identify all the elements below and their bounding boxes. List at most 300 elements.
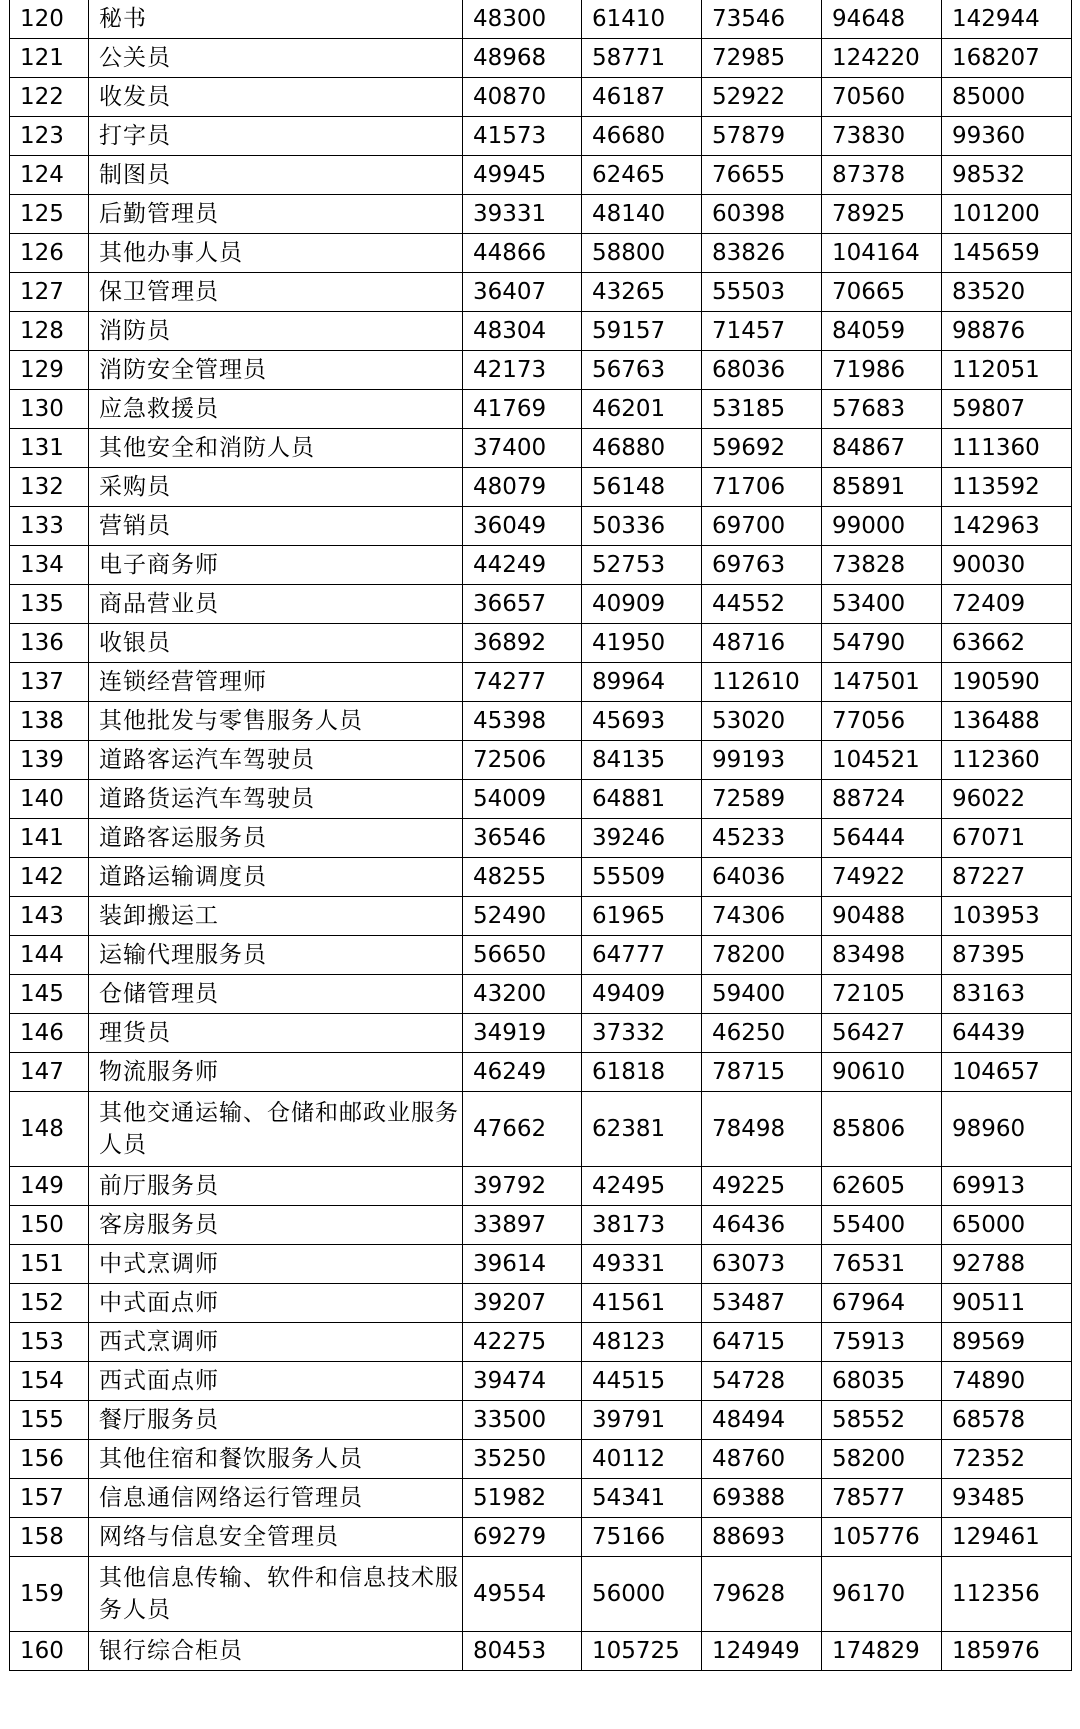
occupation-name-cell: 后勤管理员 [89,195,463,234]
salary-value-cell-4: 73828 [822,546,942,585]
row-number-cell: 138 [10,702,89,741]
salary-value-cell-5: 104657 [942,1053,1072,1092]
row-number-cell: 149 [10,1167,89,1206]
salary-value-cell-5: 145659 [942,234,1072,273]
salary-value-cell-3: 48716 [702,624,822,663]
salary-value-cell-4: 174829 [822,1632,942,1671]
occupation-name-cell: 网络与信息安全管理员 [89,1518,463,1557]
salary-value-cell-2: 54341 [582,1479,702,1518]
salary-value-cell-4: 75913 [822,1323,942,1362]
salary-value-cell-1: 41769 [463,390,582,429]
salary-value-cell-2: 56148 [582,468,702,507]
row-number-cell: 120 [10,0,89,39]
salary-value-cell-1: 54009 [463,780,582,819]
row-number-cell: 142 [10,858,89,897]
occupation-name-cell: 收发员 [89,78,463,117]
salary-value-cell-2: 50336 [582,507,702,546]
salary-value-cell-4: 62605 [822,1167,942,1206]
occupation-name-cell: 其他住宿和餐饮服务人员 [89,1440,463,1479]
salary-value-cell-2: 43265 [582,273,702,312]
table-row [10,312,1072,351]
salary-value-cell-3: 73546 [702,0,822,39]
salary-value-cell-3: 64715 [702,1323,822,1362]
salary-value-cell-3: 88693 [702,1518,822,1557]
salary-value-cell-2: 48123 [582,1323,702,1362]
table-row [10,936,1072,975]
salary-value-cell-2: 41561 [582,1284,702,1323]
table-row [10,195,1072,234]
salary-value-cell-3: 78200 [702,936,822,975]
salary-value-cell-4: 71986 [822,351,942,390]
salary-value-cell-5: 64439 [942,1014,1072,1053]
salary-value-cell-4: 78925 [822,195,942,234]
salary-value-cell-2: 61818 [582,1053,702,1092]
table-row [10,975,1072,1014]
table-row [10,663,1072,702]
occupation-name-cell: 消防员 [89,312,463,351]
occupation-name-cell: 西式烹调师 [89,1323,463,1362]
salary-value-cell-3: 74306 [702,897,822,936]
table-row [10,78,1072,117]
salary-value-cell-4: 74922 [822,858,942,897]
salary-value-cell-4: 104521 [822,741,942,780]
salary-value-cell-4: 58552 [822,1401,942,1440]
salary-value-cell-5: 72409 [942,585,1072,624]
row-number-cell: 130 [10,390,89,429]
salary-value-cell-1: 39207 [463,1284,582,1323]
salary-value-cell-2: 44515 [582,1362,702,1401]
table-row [10,741,1072,780]
salary-value-cell-4: 83498 [822,936,942,975]
table-row [10,585,1072,624]
salary-value-cell-1: 36892 [463,624,582,663]
salary-value-cell-2: 64777 [582,936,702,975]
salary-value-cell-3: 53487 [702,1284,822,1323]
salary-value-cell-5: 59807 [942,390,1072,429]
salary-value-cell-1: 45398 [463,702,582,741]
salary-value-cell-4: 76531 [822,1245,942,1284]
occupation-name-cell: 物流服务师 [89,1053,463,1092]
occupation-name-cell: 其他安全和消防人员 [89,429,463,468]
occupation-name-cell: 打字员 [89,117,463,156]
table-row [10,1362,1072,1401]
table-row [10,819,1072,858]
salary-value-cell-5: 111360 [942,429,1072,468]
salary-value-cell-1: 34919 [463,1014,582,1053]
salary-value-cell-2: 64881 [582,780,702,819]
salary-value-cell-1: 69279 [463,1518,582,1557]
row-number-cell: 150 [10,1206,89,1245]
occupation-name-cell: 道路运输调度员 [89,858,463,897]
occupation-name-cell: 制图员 [89,156,463,195]
table-row [10,1092,1072,1167]
salary-value-cell-4: 70665 [822,273,942,312]
salary-value-cell-4: 90488 [822,897,942,936]
row-number-cell: 153 [10,1323,89,1362]
salary-value-cell-1: 33897 [463,1206,582,1245]
table-row [10,468,1072,507]
salary-value-cell-1: 33500 [463,1401,582,1440]
occupation-name-cell: 中式面点师 [89,1284,463,1323]
salary-value-cell-3: 83826 [702,234,822,273]
salary-value-cell-3: 48760 [702,1440,822,1479]
table-row [10,351,1072,390]
row-number-cell: 139 [10,741,89,780]
salary-value-cell-2: 41950 [582,624,702,663]
salary-value-cell-1: 74277 [463,663,582,702]
salary-value-cell-5: 136488 [942,702,1072,741]
salary-value-cell-1: 36407 [463,273,582,312]
salary-value-cell-3: 71457 [702,312,822,351]
salary-value-cell-5: 113592 [942,468,1072,507]
salary-value-cell-1: 36546 [463,819,582,858]
salary-value-cell-5: 89569 [942,1323,1072,1362]
salary-value-cell-4: 85806 [822,1092,942,1167]
salary-value-cell-3: 55503 [702,273,822,312]
salary-value-cell-2: 52753 [582,546,702,585]
row-number-cell: 160 [10,1632,89,1671]
salary-value-cell-1: 46249 [463,1053,582,1092]
salary-value-cell-3: 78498 [702,1092,822,1167]
row-number-cell: 158 [10,1518,89,1557]
salary-value-cell-1: 51982 [463,1479,582,1518]
salary-value-cell-2: 48140 [582,195,702,234]
salary-value-cell-3: 59692 [702,429,822,468]
salary-value-cell-4: 73830 [822,117,942,156]
salary-value-cell-1: 49945 [463,156,582,195]
salary-value-cell-5: 63662 [942,624,1072,663]
salary-value-cell-5: 85000 [942,78,1072,117]
table-row [10,1167,1072,1206]
row-number-cell: 159 [10,1557,89,1632]
salary-value-cell-2: 62465 [582,156,702,195]
salary-value-cell-5: 92788 [942,1245,1072,1284]
row-number-cell: 123 [10,117,89,156]
salary-value-cell-1: 39331 [463,195,582,234]
row-number-cell: 140 [10,780,89,819]
salary-value-cell-3: 60398 [702,195,822,234]
row-number-cell: 129 [10,351,89,390]
row-number-cell: 143 [10,897,89,936]
table-row [10,780,1072,819]
table-row [10,390,1072,429]
salary-value-cell-2: 38173 [582,1206,702,1245]
salary-value-cell-3: 46250 [702,1014,822,1053]
salary-value-cell-5: 65000 [942,1206,1072,1245]
salary-value-cell-1: 36049 [463,507,582,546]
table-row [10,897,1072,936]
table-row [10,117,1072,156]
salary-value-cell-1: 48079 [463,468,582,507]
salary-value-cell-5: 168207 [942,39,1072,78]
salary-value-cell-5: 129461 [942,1518,1072,1557]
salary-value-cell-1: 56650 [463,936,582,975]
salary-value-cell-2: 58800 [582,234,702,273]
occupation-name-cell: 消防安全管理员 [89,351,463,390]
occupation-name-cell: 中式烹调师 [89,1245,463,1284]
salary-value-cell-2: 58771 [582,39,702,78]
salary-value-cell-1: 44866 [463,234,582,273]
row-number-cell: 122 [10,78,89,117]
salary-value-cell-2: 56763 [582,351,702,390]
salary-value-cell-5: 68578 [942,1401,1072,1440]
salary-value-cell-5: 87395 [942,936,1072,975]
occupation-name-cell: 营销员 [89,507,463,546]
salary-value-cell-4: 84059 [822,312,942,351]
salary-value-cell-5: 98960 [942,1092,1072,1167]
salary-table [9,0,1072,1671]
row-number-cell: 156 [10,1440,89,1479]
salary-value-cell-2: 89964 [582,663,702,702]
salary-value-cell-3: 64036 [702,858,822,897]
row-number-cell: 133 [10,507,89,546]
salary-value-cell-2: 49331 [582,1245,702,1284]
salary-value-cell-3: 57879 [702,117,822,156]
row-number-cell: 147 [10,1053,89,1092]
row-number-cell: 124 [10,156,89,195]
table-row [10,507,1072,546]
salary-value-cell-2: 46187 [582,78,702,117]
row-number-cell: 151 [10,1245,89,1284]
salary-value-cell-4: 56427 [822,1014,942,1053]
salary-value-cell-3: 44552 [702,585,822,624]
row-number-cell: 135 [10,585,89,624]
table-row [10,1632,1072,1671]
salary-value-cell-4: 57683 [822,390,942,429]
salary-value-cell-2: 40909 [582,585,702,624]
salary-value-cell-4: 70560 [822,78,942,117]
salary-value-cell-2: 59157 [582,312,702,351]
occupation-name-cell: 运输代理服务员 [89,936,463,975]
salary-value-cell-5: 99360 [942,117,1072,156]
salary-value-cell-3: 112610 [702,663,822,702]
row-number-cell: 152 [10,1284,89,1323]
table-row [10,702,1072,741]
row-number-cell: 136 [10,624,89,663]
table-row [10,546,1072,585]
occupation-name-cell: 电子商务师 [89,546,463,585]
table-row [10,39,1072,78]
salary-value-cell-1: 43200 [463,975,582,1014]
salary-value-cell-1: 48300 [463,0,582,39]
occupation-name-cell: 其他批发与零售服务人员 [89,702,463,741]
salary-value-cell-5: 142963 [942,507,1072,546]
salary-value-cell-2: 75166 [582,1518,702,1557]
salary-value-cell-4: 56444 [822,819,942,858]
salary-value-cell-4: 147501 [822,663,942,702]
salary-value-cell-4: 72105 [822,975,942,1014]
row-number-cell: 145 [10,975,89,1014]
table-row [10,156,1072,195]
row-number-cell: 131 [10,429,89,468]
salary-value-cell-1: 35250 [463,1440,582,1479]
row-number-cell: 141 [10,819,89,858]
occupation-name-cell: 其他办事人员 [89,234,463,273]
salary-value-cell-4: 105776 [822,1518,942,1557]
salary-value-cell-4: 53400 [822,585,942,624]
salary-value-cell-4: 104164 [822,234,942,273]
salary-value-cell-4: 96170 [822,1557,942,1632]
salary-value-cell-3: 53020 [702,702,822,741]
occupation-name-cell: 其他信息传输、软件和信息技术服务人员 [89,1557,463,1632]
salary-value-cell-5: 98532 [942,156,1072,195]
occupation-name-cell: 前厅服务员 [89,1167,463,1206]
salary-value-cell-4: 77056 [822,702,942,741]
salary-value-cell-5: 72352 [942,1440,1072,1479]
salary-value-cell-1: 80453 [463,1632,582,1671]
salary-value-cell-5: 96022 [942,780,1072,819]
table-row [10,1053,1072,1092]
occupation-name-cell: 仓储管理员 [89,975,463,1014]
salary-value-cell-2: 61965 [582,897,702,936]
table-body [10,0,1072,1671]
row-number-cell: 125 [10,195,89,234]
salary-value-cell-1: 37400 [463,429,582,468]
occupation-name-cell: 商品营业员 [89,585,463,624]
table-row [10,1206,1072,1245]
salary-value-cell-5: 112051 [942,351,1072,390]
salary-value-cell-4: 67964 [822,1284,942,1323]
salary-value-cell-3: 79628 [702,1557,822,1632]
salary-value-cell-2: 62381 [582,1092,702,1167]
salary-value-cell-3: 63073 [702,1245,822,1284]
occupation-name-cell: 保卫管理员 [89,273,463,312]
salary-value-cell-2: 61410 [582,0,702,39]
salary-value-cell-5: 112360 [942,741,1072,780]
salary-value-cell-4: 99000 [822,507,942,546]
occupation-name-cell: 应急救援员 [89,390,463,429]
row-number-cell: 127 [10,273,89,312]
salary-value-cell-4: 84867 [822,429,942,468]
occupation-name-cell: 收银员 [89,624,463,663]
salary-value-cell-1: 42275 [463,1323,582,1362]
salary-value-cell-5: 67071 [942,819,1072,858]
table-row [10,1014,1072,1053]
salary-value-cell-1: 40870 [463,78,582,117]
table-row [10,0,1072,39]
salary-value-cell-1: 39792 [463,1167,582,1206]
salary-value-cell-1: 48968 [463,39,582,78]
salary-value-cell-5: 93485 [942,1479,1072,1518]
salary-value-cell-3: 68036 [702,351,822,390]
salary-value-cell-3: 71706 [702,468,822,507]
salary-value-cell-1: 39474 [463,1362,582,1401]
salary-value-cell-5: 90511 [942,1284,1072,1323]
occupation-name-cell: 连锁经营管理师 [89,663,463,702]
salary-value-cell-1: 36657 [463,585,582,624]
salary-value-cell-1: 72506 [463,741,582,780]
salary-value-cell-4: 54790 [822,624,942,663]
occupation-name-cell: 道路货运汽车驾驶员 [89,780,463,819]
row-number-cell: 157 [10,1479,89,1518]
salary-value-cell-5: 69913 [942,1167,1072,1206]
salary-value-cell-1: 52490 [463,897,582,936]
salary-value-cell-3: 72589 [702,780,822,819]
row-number-cell: 126 [10,234,89,273]
occupation-name-cell: 秘书 [89,0,463,39]
table-row [10,858,1072,897]
salary-value-cell-2: 46201 [582,390,702,429]
table-row [10,1518,1072,1557]
salary-value-cell-5: 103953 [942,897,1072,936]
salary-value-cell-4: 78577 [822,1479,942,1518]
salary-value-cell-4: 68035 [822,1362,942,1401]
salary-value-cell-2: 39246 [582,819,702,858]
occupation-name-cell: 餐厅服务员 [89,1401,463,1440]
occupation-name-cell: 银行综合柜员 [89,1632,463,1671]
salary-value-cell-5: 112356 [942,1557,1072,1632]
salary-value-cell-4: 58200 [822,1440,942,1479]
salary-value-cell-1: 41573 [463,117,582,156]
salary-value-cell-3: 69700 [702,507,822,546]
occupation-name-cell: 信息通信网络运行管理员 [89,1479,463,1518]
salary-value-cell-2: 42495 [582,1167,702,1206]
salary-value-cell-3: 59400 [702,975,822,1014]
occupation-name-cell: 其他交通运输、仓储和邮政业服务人员 [89,1092,463,1167]
occupation-name-cell: 客房服务员 [89,1206,463,1245]
salary-value-cell-4: 90610 [822,1053,942,1092]
salary-value-cell-1: 48304 [463,312,582,351]
occupation-name-cell: 道路客运汽车驾驶员 [89,741,463,780]
table-row [10,1479,1072,1518]
salary-value-cell-4: 94648 [822,0,942,39]
salary-value-cell-4: 124220 [822,39,942,78]
salary-value-cell-2: 55509 [582,858,702,897]
table-row [10,234,1072,273]
salary-value-cell-5: 142944 [942,0,1072,39]
row-number-cell: 121 [10,39,89,78]
salary-value-cell-3: 46436 [702,1206,822,1245]
table-row [10,429,1072,468]
salary-value-cell-4: 55400 [822,1206,942,1245]
row-number-cell: 148 [10,1092,89,1167]
table-row [10,1557,1072,1632]
salary-value-cell-1: 39614 [463,1245,582,1284]
salary-value-cell-2: 40112 [582,1440,702,1479]
salary-value-cell-3: 52922 [702,78,822,117]
salary-value-cell-4: 87378 [822,156,942,195]
salary-value-cell-5: 90030 [942,546,1072,585]
occupation-name-cell: 装卸搬运工 [89,897,463,936]
table-row [10,1323,1072,1362]
salary-value-cell-3: 45233 [702,819,822,858]
salary-value-cell-3: 49225 [702,1167,822,1206]
salary-value-cell-5: 185976 [942,1632,1072,1671]
salary-value-cell-2: 45693 [582,702,702,741]
salary-value-cell-3: 69388 [702,1479,822,1518]
salary-value-cell-2: 49409 [582,975,702,1014]
salary-value-cell-5: 190590 [942,663,1072,702]
row-number-cell: 128 [10,312,89,351]
salary-value-cell-5: 87227 [942,858,1072,897]
occupation-name-cell: 公关员 [89,39,463,78]
salary-value-cell-2: 84135 [582,741,702,780]
occupation-name-cell: 道路客运服务员 [89,819,463,858]
table-row [10,273,1072,312]
salary-value-cell-3: 76655 [702,156,822,195]
salary-value-cell-3: 53185 [702,390,822,429]
salary-table-container [9,0,1071,1671]
salary-value-cell-4: 85891 [822,468,942,507]
salary-value-cell-2: 46680 [582,117,702,156]
salary-value-cell-5: 101200 [942,195,1072,234]
salary-value-cell-1: 42173 [463,351,582,390]
salary-value-cell-3: 54728 [702,1362,822,1401]
table-row [10,1401,1072,1440]
salary-value-cell-5: 74890 [942,1362,1072,1401]
occupation-name-cell: 理货员 [89,1014,463,1053]
salary-value-cell-2: 56000 [582,1557,702,1632]
